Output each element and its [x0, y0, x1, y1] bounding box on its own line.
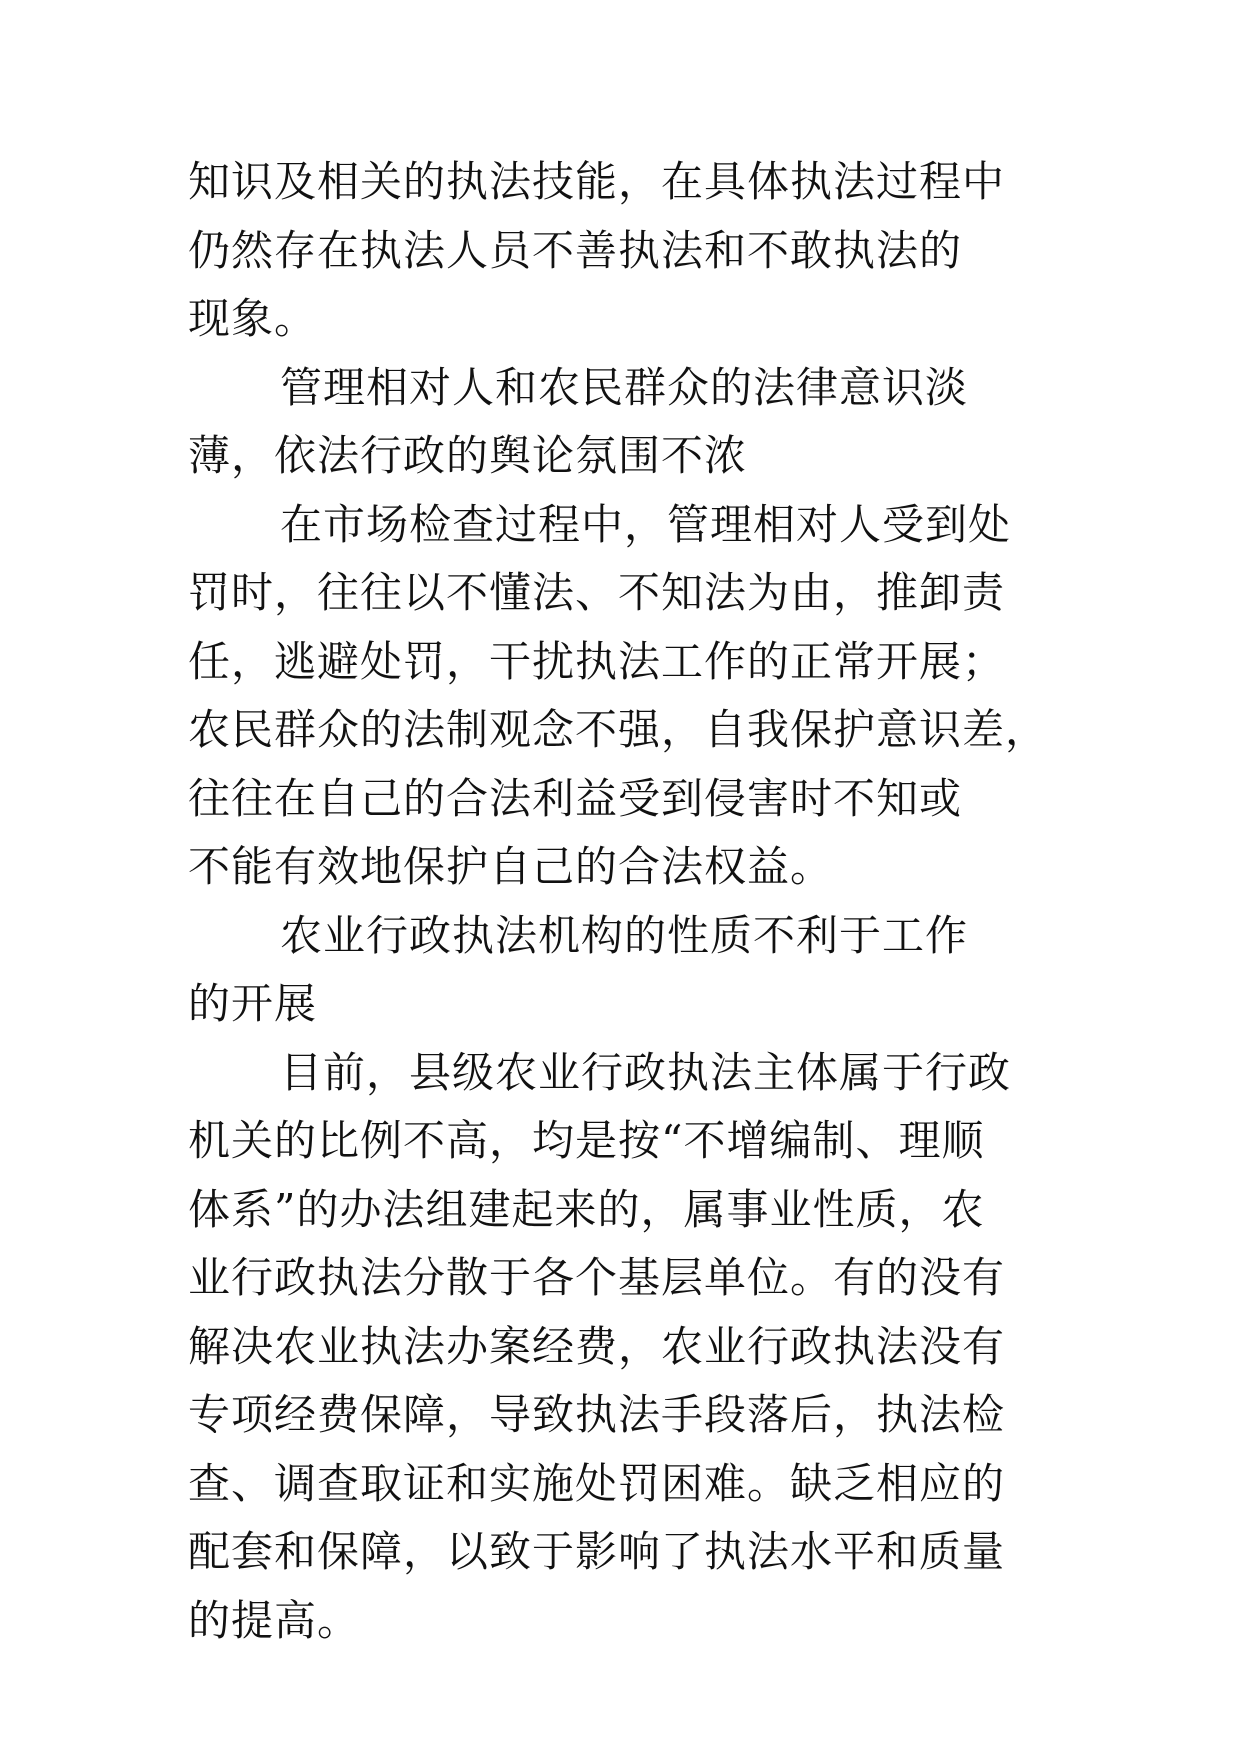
text-line: 农民群众的法制观念不强，自我保护意识差， [188, 705, 1049, 754]
text-line: 不能有效地保护自己的合法权益。 [188, 842, 834, 891]
text-line: 业行政执法分散于各个基层单位。有的没有 [188, 1253, 1006, 1302]
section-heading-line: 的开展 [188, 979, 318, 1028]
text-line: 配套和保障，以致于影响了执法水平和质量 [188, 1527, 1006, 1576]
text-line: 体系”的办法组建起来的，属事业性质，农 [188, 1184, 985, 1234]
text-line: 机关的比例不高，均是按“不增编制、理顺 [188, 1116, 985, 1165]
text-line: 查、调查取证和实施处罚困难。缺乏相应的 [188, 1458, 1006, 1508]
text-line: 任，逃避处罚，干扰执法工作的正常开展； [188, 636, 1006, 686]
text-line: 的提高。 [188, 1595, 361, 1645]
section-heading-line: 农业行政执法机构的性质不利于工作 [280, 910, 969, 960]
text-line: 目前，县级农业行政执法主体属于行政 [280, 1047, 1012, 1097]
text-line: 往往在自己的合法利益受到侵害时不知或 [188, 773, 963, 823]
document-body [188, 148, 1088, 1655]
text-line: 解决农业执法办案经费，农业行政执法没有 [188, 1321, 1006, 1371]
text-line: 在市场检查过程中，管理相对人受到处 [280, 499, 1012, 549]
text-line: 专项经费保障，导致执法手段落后，执法检 [188, 1390, 1006, 1439]
section-heading-line: 薄，依法行政的舆论氛围不浓 [188, 431, 748, 480]
text-line: 仍然存在执法人员不善执法和不敢执法的 [188, 225, 963, 275]
text-line: 知识及相关的执法技能，在具体执法过程中 [188, 157, 1006, 206]
section-heading-line: 管理相对人和农民群众的法律意识淡 [280, 362, 969, 412]
text-line: 现象。 [188, 294, 318, 343]
text-line: 罚时，往往以不懂法、不知法为由，推卸责 [188, 568, 1006, 617]
